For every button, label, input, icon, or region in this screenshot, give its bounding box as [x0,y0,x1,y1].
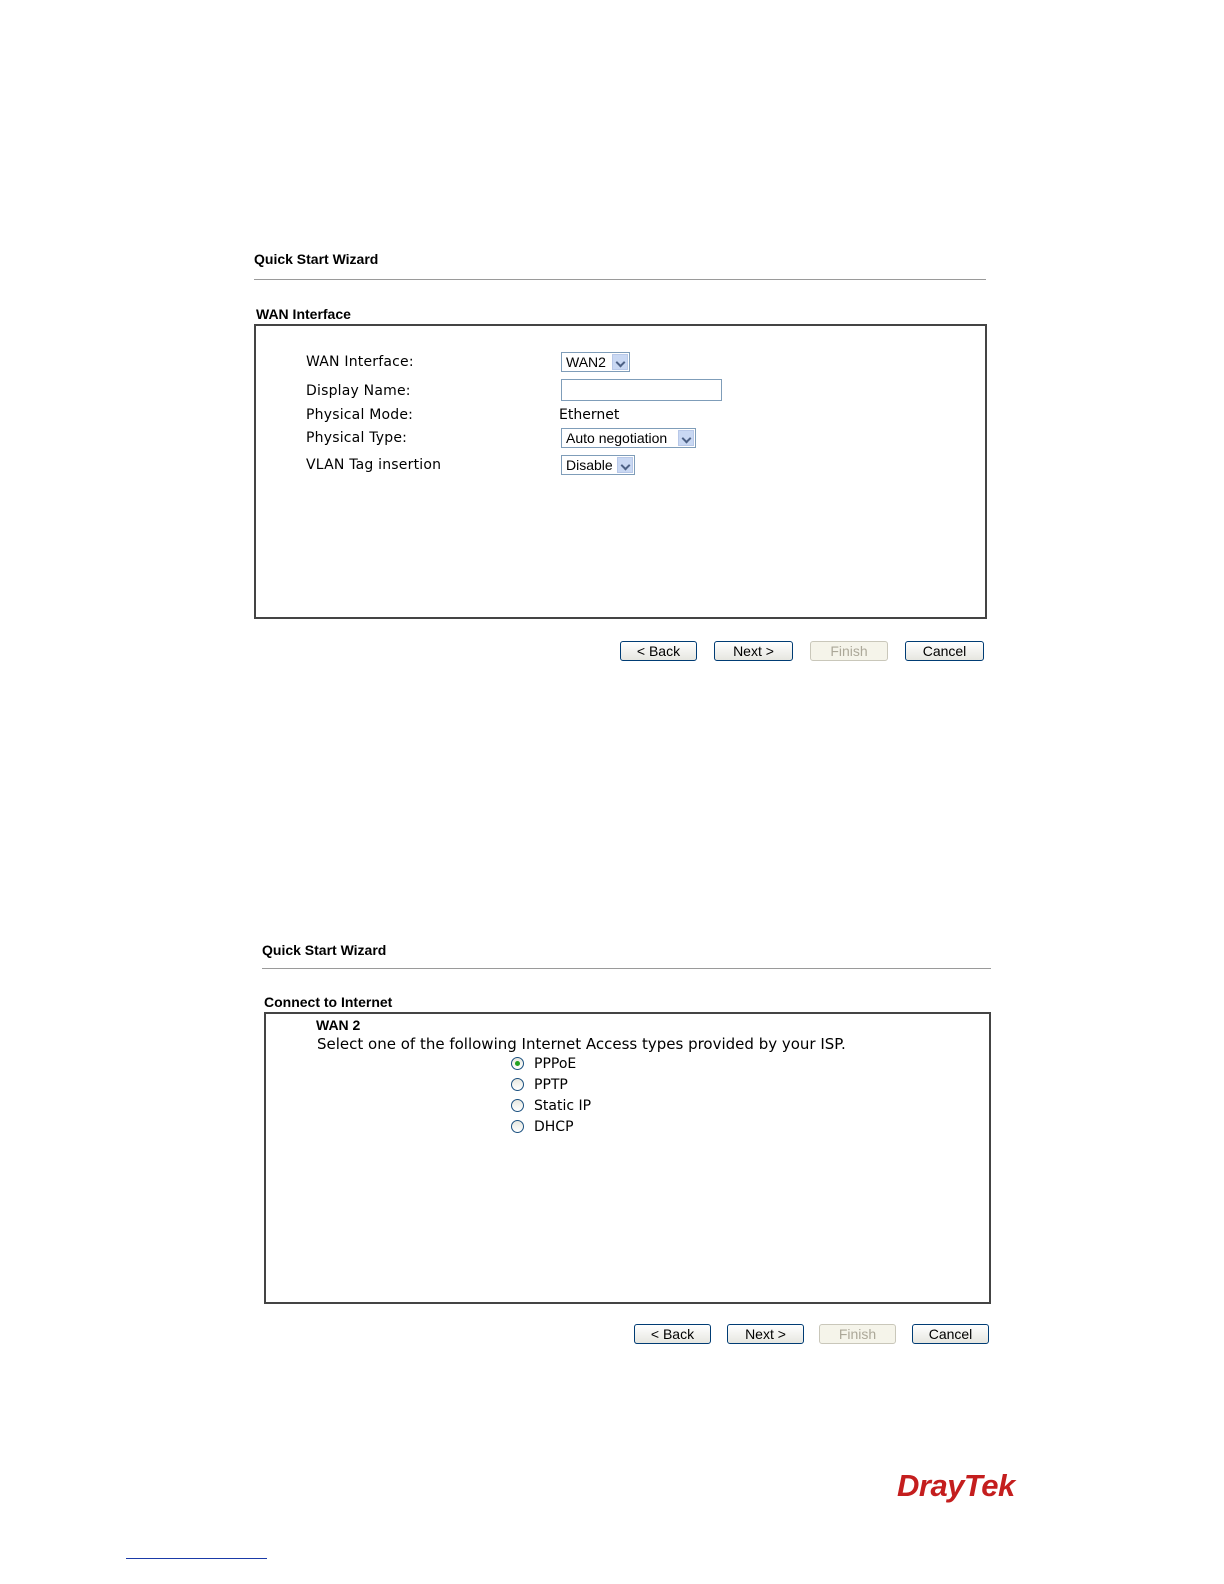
wizard-title: Quick Start Wizard [262,942,387,958]
back-button[interactable]: < Back [634,1324,711,1344]
radio-icon[interactable] [511,1099,524,1112]
physical-type-value: Auto negotiation [566,430,668,446]
title-divider [254,279,986,280]
physical-type-select[interactable] [561,428,696,448]
radio-label: PPTP [534,1077,568,1093]
finish-button[interactable]: Finish [819,1324,896,1344]
back-button[interactable]: < Back [620,641,697,661]
cancel-button[interactable]: Cancel [912,1324,989,1344]
vlan-tag-select[interactable] [561,455,635,475]
radio-icon[interactable] [511,1120,524,1133]
next-button[interactable]: Next > [727,1324,804,1344]
cancel-button[interactable]: Cancel [905,641,984,661]
next-button[interactable]: Next > [714,641,793,661]
display-name-label: Display Name: [306,383,411,399]
wan-interface-select[interactable] [561,352,630,372]
vlan-tag-value: Disable [566,457,613,473]
draytek-logo: DrayTek [897,1468,1015,1503]
connect-to-internet-panel [264,1012,991,1304]
chevron-down-icon[interactable] [617,457,633,473]
physical-type-label: Physical Type: [306,430,408,446]
radio-icon[interactable] [511,1078,524,1091]
wan-interface-label: WAN Interface: [306,354,414,370]
chevron-down-icon[interactable] [612,354,628,370]
wan-interface-value: WAN2 [566,354,606,370]
finish-button[interactable]: Finish [810,641,888,661]
section-title-wan-interface: WAN Interface [256,306,351,322]
vlan-tag-label: VLAN Tag insertion [306,457,442,473]
wan-title: WAN 2 [316,1017,361,1033]
title-divider [262,968,991,969]
radio-label: Static IP [534,1098,592,1114]
radio-checked-icon[interactable] [511,1057,524,1070]
wizard-title: Quick Start Wizard [254,251,379,267]
footer-divider [126,1558,267,1559]
display-name-input[interactable] [561,379,722,401]
instruction-text: Select one of the following Internet Access types provided by your ISP. [317,1035,846,1053]
physical-mode-label: Physical Mode: [306,407,414,423]
radio-label: DHCP [534,1119,574,1135]
physical-mode-value: Ethernet [559,407,620,423]
radio-label: PPPoE [534,1056,577,1072]
section-title-connect-to-internet: Connect to Internet [264,994,393,1010]
chevron-down-icon[interactable] [678,430,694,446]
